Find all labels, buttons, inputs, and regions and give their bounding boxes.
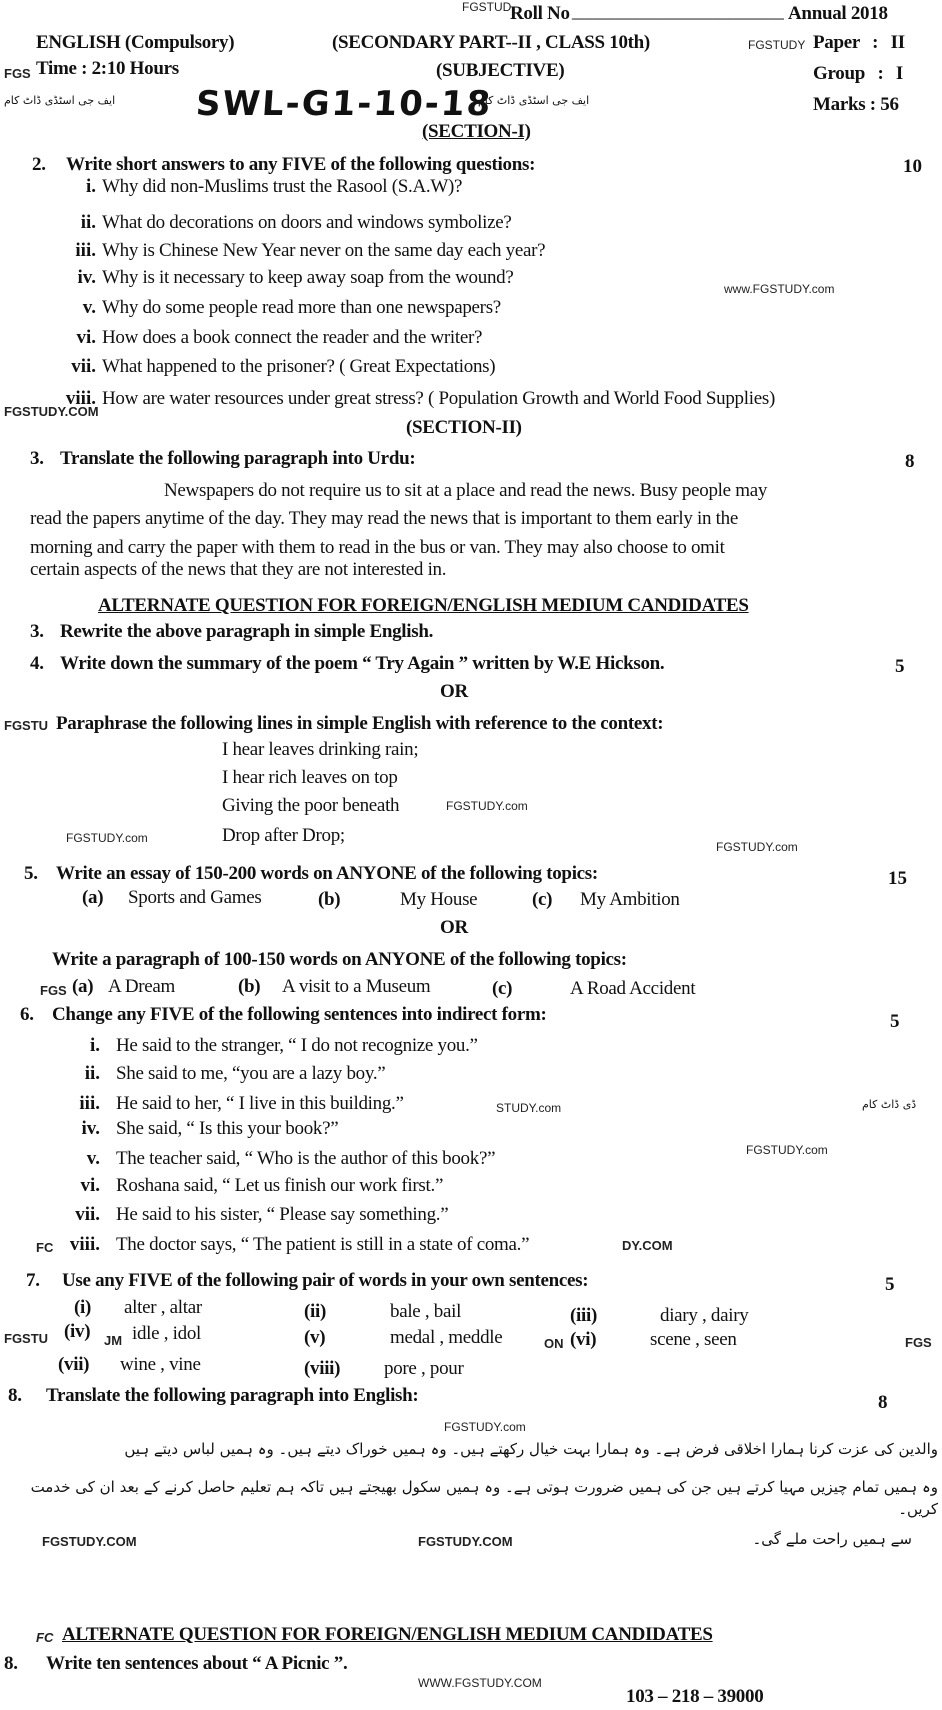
question-item: Why is it necessary to keep away soap from the wound?: [102, 267, 514, 288]
topic: A visit to a Museum: [282, 976, 431, 997]
urdu-paragraph-line: وہ ہمیں تمام چیزیں مہیا کرتے ہیں جن کی ہمیں ضرورت ہوتی ہے۔ وہ ہمیں سکول بھیجتے ہیں تاکہ ہم تعلیم حاصل کرنے کے بعد ان کی خدمت کریں۔: [30, 1478, 938, 1518]
question-number: 8.: [8, 1385, 22, 1406]
urdu-paragraph-line: والدین کی عزت کرنا ہمارا اخلاقی فرض ہے۔ وہ ہمارا بہت خیال رکھتے ہیں۔ وہ ہمیں خوراک دیتے ہیں۔ وہ ہمیں لباس دیتے ہیں: [124, 1440, 938, 1458]
paragraph-line: morning and carry the paper with them to read in the bus or van. They may also choose to omit: [30, 537, 725, 558]
question-number: 2.: [32, 154, 46, 175]
question-text: Write a paragraph of 100-150 words on ANYONE of the following topics:: [52, 949, 627, 970]
sentence: He said to the stranger, “ I do not recognize you.”: [116, 1035, 478, 1056]
question-marks: 15: [888, 868, 907, 889]
question-item: How are water resources under great stress? ( Population Growth and World Food Supplies): [102, 388, 775, 409]
pair-number: (vii): [58, 1354, 90, 1375]
topic: A Road Accident: [570, 978, 696, 999]
question-item: Why did non-Muslims trust the Rasool (S.A.W)?: [102, 176, 463, 197]
item-number: iv.: [77, 267, 96, 288]
watermark: FGS: [4, 66, 31, 81]
handwritten-code: SWL-G1-10-18: [194, 84, 494, 124]
topic: Sports and Games: [128, 887, 262, 908]
item-number: ii.: [80, 212, 96, 233]
question-text: Translate the following paragraph into English:: [46, 1385, 419, 1406]
word-pair: scene , seen: [650, 1329, 737, 1350]
question-number: 3.: [30, 448, 44, 469]
section-title: (SECTION-II): [406, 417, 522, 438]
item-number: vii.: [75, 1204, 100, 1225]
question-number: 8.: [4, 1653, 18, 1674]
question-item: Why is Chinese New Year never on the same day each year?: [102, 240, 546, 261]
sentence: Roshana said, “ Let us finish our work first.”: [116, 1175, 444, 1196]
question-number: 4.: [30, 653, 44, 674]
watermark: FGSTUDY.com: [746, 1143, 828, 1157]
urdu-watermark: ایف جی اسٹڈی ڈاٹ کام: [4, 94, 116, 107]
topic-letter: (c): [532, 889, 553, 910]
sentence: He said to his sister, “ Please say something.”: [116, 1204, 449, 1225]
question-marks: 5: [890, 1011, 900, 1032]
item-number: vi.: [76, 327, 96, 348]
topic-letter: (a): [72, 976, 94, 997]
sentence: She said, “ Is this your book?”: [116, 1118, 339, 1139]
sentence: She said to me, “you are a lazy boy.”: [116, 1063, 386, 1084]
watermark: WWW.FGSTUDY.COM: [418, 1676, 542, 1690]
question-text: Translate the following paragraph into Urdu:: [60, 448, 416, 469]
watermark: STUDY.com: [496, 1101, 562, 1115]
question-marks: 5: [895, 656, 905, 677]
question-text: Write down the summary of the poem “ Try Again ” written by W.E Hickson.: [60, 653, 665, 674]
item-number: v.: [86, 1148, 100, 1169]
watermark: FGSTUDY.COM: [42, 1534, 137, 1549]
class-label: (SECONDARY PART--II , CLASS 10th): [332, 32, 650, 53]
question-item: What do decorations on doors and windows symbolize?: [102, 212, 512, 233]
item-number: vi.: [80, 1175, 100, 1196]
watermark: FGSTU: [4, 718, 49, 733]
question-text: Rewrite the above paragraph in simple English.: [60, 621, 434, 642]
paper-code: 103 – 218 – 39000: [626, 1686, 764, 1707]
topic: A Dream: [108, 976, 176, 997]
watermark: FGSTUDY.com: [446, 799, 528, 813]
or-label: OR: [440, 681, 468, 702]
question-item: What happened to the prisoner? ( Great Expectations): [102, 356, 496, 377]
question-number: 5.: [24, 863, 38, 884]
sentence: He said to her, “ I live in this building.”: [116, 1093, 404, 1114]
question-marks: 10: [903, 156, 922, 177]
item-number: iv.: [81, 1118, 100, 1139]
watermark: FGSTUDY.com: [444, 1420, 526, 1434]
pair-number: (viii): [304, 1358, 341, 1379]
urdu-watermark: ڈی ڈاٹ کام: [862, 1098, 917, 1111]
alternate-heading: ALTERNATE QUESTION FOR FOREIGN/ENGLISH MEDIUM CANDIDATES: [62, 1624, 713, 1645]
watermark: FGS: [905, 1335, 932, 1350]
subject: ENGLISH (Compulsory): [36, 32, 235, 53]
watermark: FC: [36, 1240, 54, 1255]
poem-line: I hear leaves drinking rain;: [222, 739, 419, 760]
item-number: i.: [85, 176, 96, 197]
roll-no-label: Roll No: [510, 3, 570, 24]
word-pair: idle , idol: [132, 1323, 201, 1344]
subjective-label: (SUBJECTIVE): [436, 60, 565, 81]
topic-letter: (a): [82, 887, 104, 908]
watermark: ON: [544, 1336, 564, 1351]
watermark: FGSTUDY.COM: [418, 1534, 513, 1549]
question-text: Paraphrase the following lines in simple English with reference to the context:: [56, 713, 664, 734]
watermark: DY.COM: [622, 1238, 673, 1253]
topic-letter: (b): [238, 976, 261, 997]
watermark: FGSTU: [4, 1331, 49, 1346]
sentence: The doctor says, “ The patient is still in a state of coma.”: [116, 1234, 530, 1255]
topic-letter: (c): [492, 978, 513, 999]
question-item: Why do some people read more than one newspapers?: [102, 297, 501, 318]
watermark: FGSTUDY.com: [716, 840, 798, 854]
paper-number: Paper : II: [813, 32, 905, 53]
item-number: viii.: [65, 388, 96, 409]
word-pair: pore , pour: [384, 1358, 464, 1379]
pair-number: (i): [74, 1297, 92, 1318]
question-text: Change any FIVE of the following sentences into indirect form:: [52, 1004, 547, 1025]
watermark: FGSTUDY.COM: [4, 404, 99, 419]
poem-line: Giving the poor beneath: [222, 795, 400, 816]
time-allowed: Time : 2:10 Hours: [36, 58, 179, 79]
question-number: 3.: [30, 621, 44, 642]
group: Group : I: [813, 63, 904, 84]
or-label: OR: [440, 917, 468, 938]
pair-number: (v): [304, 1327, 326, 1348]
word-pair: diary , dairy: [660, 1305, 749, 1326]
topic: My Ambition: [580, 889, 680, 910]
watermark: FGSTUD: [462, 0, 512, 14]
question-text: Write ten sentences about “ A Picnic ”.: [46, 1653, 348, 1674]
alternate-heading: ALTERNATE QUESTION FOR FOREIGN/ENGLISH MEDIUM CANDIDATES: [98, 595, 749, 616]
question-text: Write short answers to any FIVE of the following questions:: [66, 154, 536, 175]
word-pair: medal , meddle: [390, 1327, 503, 1348]
question-text: Write an essay of 150-200 words on ANYONE of the following topics:: [56, 863, 598, 884]
word-pair: alter , altar: [124, 1297, 202, 1318]
item-number: iii.: [79, 1093, 100, 1114]
question-text: Use any FIVE of the following pair of words in your own sentences:: [62, 1270, 589, 1291]
question-number: 7.: [26, 1270, 40, 1291]
section-title: (SECTION-I): [422, 121, 531, 142]
watermark: JM: [104, 1333, 123, 1348]
sentence: The teacher said, “ Who is the author of this book?”: [116, 1148, 496, 1169]
session: Annual 2018: [788, 3, 888, 24]
item-number: iii.: [75, 240, 96, 261]
item-number: ii.: [84, 1063, 100, 1084]
item-number: v.: [82, 297, 96, 318]
word-pair: bale , bail: [390, 1301, 462, 1322]
question-marks: 8: [905, 451, 915, 472]
watermark: FGSTUDY.com: [66, 831, 148, 845]
urdu-watermark: ایف جی اسٹڈی ڈاٹ کام: [478, 94, 590, 107]
item-number: vii.: [71, 356, 96, 377]
roll-no-blank: _______________________: [572, 1, 784, 22]
total-marks: Marks : 56: [813, 94, 899, 115]
pair-number: (iii): [570, 1305, 597, 1326]
pair-number: (vi): [570, 1329, 597, 1350]
question-marks: 5: [885, 1274, 895, 1295]
pair-number: (ii): [304, 1301, 327, 1322]
watermark: FGS: [40, 983, 67, 998]
paragraph-line: certain aspects of the news that they are not interested in.: [30, 559, 447, 580]
topic: My House: [400, 889, 478, 910]
word-pair: wine , vine: [120, 1354, 201, 1375]
watermark: www.FGSTUDY.com: [724, 282, 835, 296]
topic-letter: (b): [318, 889, 341, 910]
urdu-paragraph-line: سے ہمیں راحت ملے گی۔: [752, 1530, 912, 1548]
item-number: viii.: [69, 1234, 100, 1255]
watermark: FC: [36, 1630, 54, 1645]
poem-line: Drop after Drop;: [222, 825, 345, 846]
pair-number: (iv): [64, 1321, 91, 1342]
item-number: i.: [89, 1035, 100, 1056]
question-item: How does a book connect the reader and the writer?: [102, 327, 483, 348]
watermark: FGSTUDY: [748, 38, 806, 52]
poem-line: I hear rich leaves on top: [222, 767, 398, 788]
question-number: 6.: [20, 1004, 34, 1025]
paragraph-line: Newspapers do not require us to sit at a place and read the news. Busy people may: [164, 480, 768, 501]
question-marks: 8: [878, 1392, 888, 1413]
paragraph-line: read the papers anytime of the day. They may read the news that is important to them early in the: [30, 508, 738, 529]
